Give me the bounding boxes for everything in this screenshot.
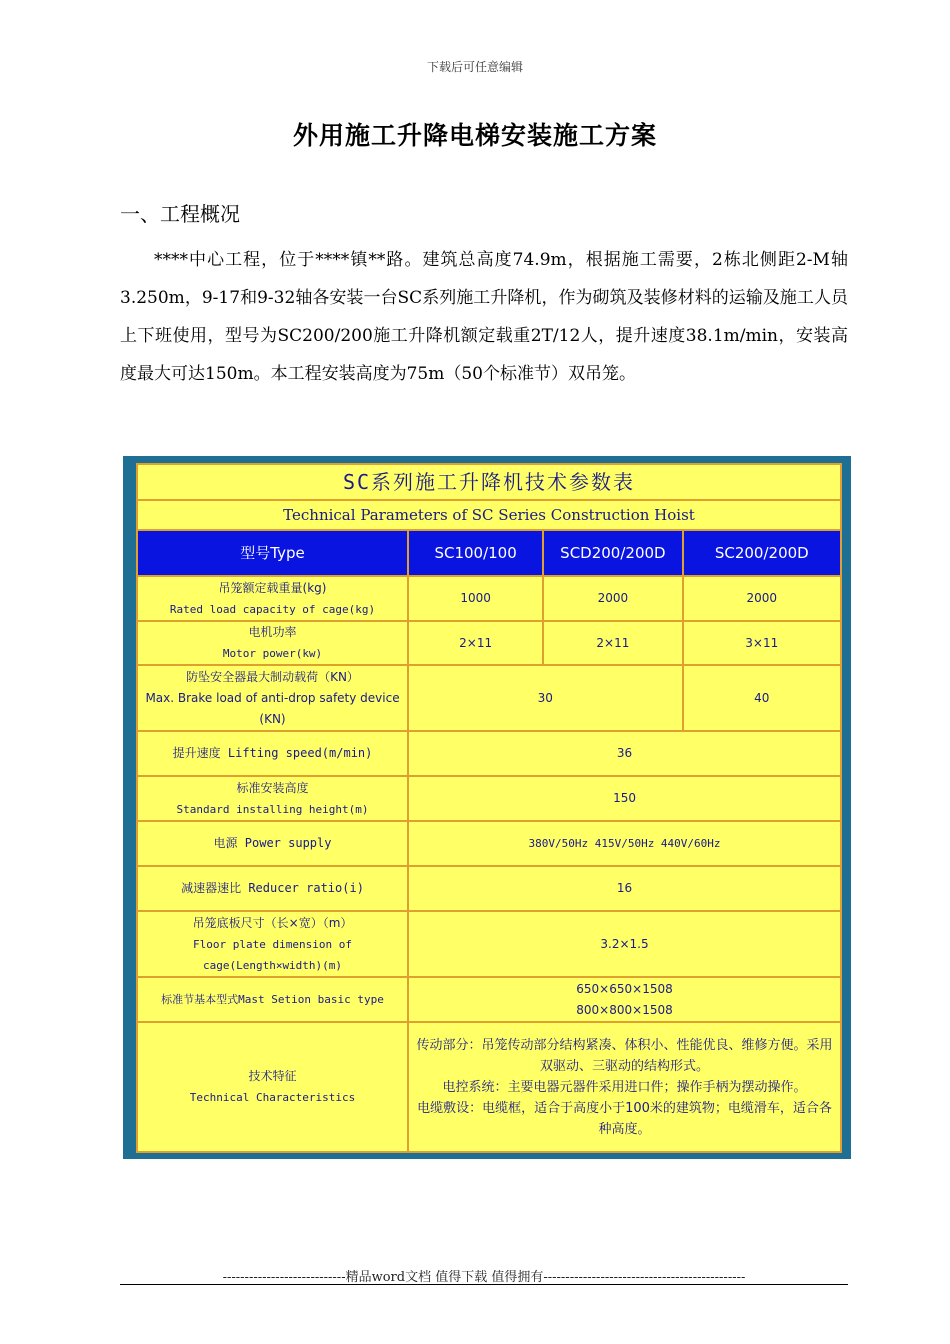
row-label-en: Motor power(kw) <box>222 647 323 660</box>
row-label <box>137 576 408 621</box>
row-label-cn: 吊笼额定载重量(kg) <box>218 580 327 595</box>
model-sc200: SC200/200D <box>683 530 841 576</box>
table-title-row <box>137 464 841 500</box>
row-label <box>137 776 408 821</box>
row-label <box>137 621 408 665</box>
page-footer: ----------------------------精品word文档 值得下载 值得拥有---------------------------------------------- <box>222 1270 746 1285</box>
tech-line-electric-control: 电控系统：主要电器元器件采用进口件；操作手柄为摆动操作。 <box>442 1079 807 1095</box>
row-label-en: Floor plate dimension of cage(Length×width)(m) <box>193 937 352 972</box>
table-row <box>137 576 841 621</box>
table-cell: 36 <box>408 731 841 776</box>
mast-value-2: 800×800×1508 <box>576 1002 673 1017</box>
row-label: 减速器速比 Reducer ratio(i) <box>137 866 408 911</box>
table-cell: 30 <box>408 665 683 731</box>
model-scd200: SCD200/200D <box>543 530 682 576</box>
table-cell: 2000 <box>543 576 682 621</box>
row-label: 标准节基本型式Mast Setion basic type <box>137 977 408 1022</box>
parameters-table <box>136 463 842 1153</box>
table-cell: 2×11 <box>408 621 543 665</box>
row-label-cn: 电机功率 <box>248 625 297 639</box>
table-cell: 2×11 <box>543 621 682 665</box>
type-label: 型号Type <box>137 530 408 576</box>
table-cell: 1000 <box>408 576 543 621</box>
table-cell: 40 <box>683 665 841 731</box>
parameters-table-frame <box>123 456 851 1159</box>
table-row <box>137 866 841 911</box>
table-cell: 3.2×1.5 <box>408 911 841 977</box>
table-row <box>137 1022 841 1152</box>
table-cell: 3×11 <box>683 621 841 665</box>
table-cell: 2000 <box>683 576 841 621</box>
table-row <box>137 776 841 821</box>
footer-divider <box>120 1284 848 1285</box>
row-label-cn: 吊笼底板尺寸（长×宽）（m） <box>192 915 353 930</box>
table-title: SC系列施工升降机技术参数表 <box>137 464 841 500</box>
table-row <box>137 911 841 977</box>
row-label-cn: 技术特征 <box>248 1069 297 1083</box>
row-label <box>137 911 408 977</box>
row-label: 提升速度 Lifting speed(m/min) <box>137 731 408 776</box>
table-row <box>137 621 841 665</box>
page-header-note: 下载后可任意编辑 <box>426 60 523 74</box>
table-row <box>137 821 841 866</box>
row-label <box>137 1022 408 1152</box>
table-header-row <box>137 530 841 576</box>
table-cell: 380V/50Hz 415V/50Hz 440V/60Hz <box>408 821 841 866</box>
tech-line-transmission: 传动部分：吊笼传动部分结构紧凑、体积小、性能优良、维修方便。采用双驱动、三驱动的结构形式。 <box>416 1037 833 1074</box>
row-label-en: Max. Brake load of anti-drop safety device (KN) <box>145 690 400 726</box>
section-heading: 一、工程概况 <box>120 202 240 226</box>
table-cell: 150 <box>408 776 841 821</box>
row-label <box>137 665 408 731</box>
table-subtitle-row <box>137 500 841 530</box>
overview-paragraph: ****中心工程，位于****镇**路。建筑总高度74.9m，根据施工需要，2栋北侧距2-M轴3.250m，9-17和9-32轴各安装一台SC系列施工升降机，作为砌筑及装修材料的运输及施工人员上下班使用，型号为SC200/200施工升降机额定载重2T/12人，提升速度38.1m/min，安装高度最大可达150m。本工程安装高度为75m（50个标准节）双吊笼。 <box>120 250 848 384</box>
row-label-cn: 标准安装高度 <box>236 780 309 795</box>
mast-value-1: 650×650×1508 <box>576 981 673 996</box>
row-label-en: Technical Characteristics <box>189 1091 356 1104</box>
row-label-en: Rated load capacity of cage(kg) <box>169 602 376 616</box>
document-title: 外用施工升降电梯安装施工方案 <box>292 121 657 150</box>
row-label-en: Standard installing height(m) <box>176 802 369 816</box>
table-cell: 16 <box>408 866 841 911</box>
row-label-cn: 防坠安全器最大制动载荷（KN） <box>186 669 359 684</box>
table-cell <box>408 977 841 1022</box>
table-row <box>137 665 841 731</box>
tech-line-cable: 电缆敷设：电缆框，适合于高度小于100米的建筑物；电缆滑车，适合各种高度。 <box>417 1100 832 1137</box>
table-row <box>137 731 841 776</box>
table-row <box>137 977 841 1022</box>
table-subtitle: Technical Parameters of SC Series Construction Hoist <box>137 500 841 530</box>
model-sc100: SC100/100 <box>408 530 543 576</box>
row-label: 电源 Power supply <box>137 821 408 866</box>
table-cell <box>408 1022 841 1152</box>
